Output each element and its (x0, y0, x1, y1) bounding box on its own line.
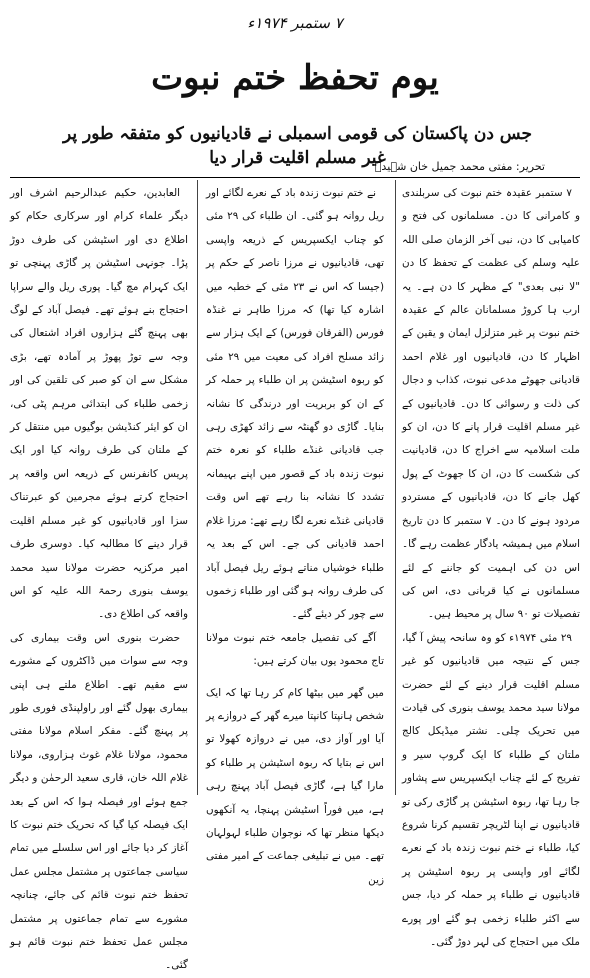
column-1-paragraph-2: ۲۹ مئی ۱۹۷۴ء کو وہ سانحہ پیش آ گیا، جس کے نتیجہ میں قادیانیوں کو غیر مسلم اقلیت قرار دینے کے لئے حضرت مولانا سید محمد یوسف بنوری کی قیادت میں تحریک چلی۔ نشتر میڈیکل کالج ملتان کے طلباء کا ایک گروپ سیر و تفریح کے لئے چناب ایکسپریس سے پشاور جا رہا تھا، ربوہ اسٹیشن پر گاڑی رکی تو قادیانیوں نے اپنا لٹریچر تقسیم کرنا شروع کیا، طلباء نے ختم نبوت زندہ باد کے نعرے لگائے اور واپسی پر ربوہ اسٹیشن پر قادیانیوں نے طلباء پر حملہ کر دیا، جس سے اکثر طلباء زخمی ہو گئے اور پورے ملک میں احتجاج کی لہر دوڑ گئی۔ (402, 631, 580, 948)
header-divider (10, 177, 580, 178)
article-column-3 (10, 182, 188, 972)
article-subheadline: جس دن پاکستان کی قومی اسمبلی نے قادیانیوں کو متفقہ طور پر غیر مسلم اقلیت قرار دیا (63, 124, 532, 168)
article-column-2 (206, 182, 384, 886)
column-divider (395, 180, 396, 795)
column-1-paragraph-1: ۷ ستمبر عقیدہ ختم نبوت کی سربلندی و کامرانی کا دن۔ مسلمانوں کی فتح و کامیابی کا دن، نبی آخر الزمان صلی اللہ علیہ وسلم کی عظمت کے تحفظ کا دن "لا نبی بعدی" کے مظہر کا دن ہے۔ یہ ارب ہا کروڑ مسلمانان عالم کے عقیدہ ختم نبوت پر غیر متزلزل ایمان و یقین کے اظہار کا دن، قادیانیوں اور غلام احمد قادیانی جھوٹے مدعی نبوت، کذاب و دجال کی ذلت و رسوائی کا دن۔ قادیانیوں کے غیر مسلم اقلیت قرار پانے کا دن، ان کو ملت اسلامیہ سے اخراج کا دن، قادیانیت کی شکست کا دن، ان کا جھوٹ کے پول کھل جانے کا دن، قادیانیوں کے مستردو مردود ہونے کا دن۔ ۷ ستمبر کا دن تاریخ اسلام میں ہمیشہ یادگار عظمت رہے گا۔ اس دن کی اہمیت کو جاننے کے لئے مسلمانوں نے کیا قربانی دی، اس کی تفصیلات تو ۹۰ سال پر محیط ہیں۔ (402, 187, 580, 621)
column-2-quote: میں گھر میں بیٹھا کام کر رہا تھا کہ ایک شخص ہانپتا کانپتا میرے گھر کے دروازے پر آیا اور آواز دی، میں نے دروازہ کھولا تو اس نے بتایا کہ ربوہ اسٹیشن پر طلباء کو مارا گیا ہے، گاڑی فیصل آباد پہنچ رہی ہے، میں فوراً اسٹیشن پہنچا، یہ آنکھوں دیکھا منظر تھا کہ نوجوان طلباء لہولہان تھے۔ میں نے تبلیغی جماعت کے امیر مفتی زین (206, 686, 384, 886)
article-date: ۷ ستمبر ۱۹۷۴ء (247, 14, 343, 32)
article-byline: تحریر: مفتی محمد جمیل خان شہیدؒ (374, 160, 545, 173)
column-2-paragraph-2: آگے کی تفصیل جامعہ ختم نبوت مولانا تاج محمود یوں بیان کرتے ہیں: (206, 631, 384, 668)
column-divider (197, 180, 198, 795)
column-3-paragraph-2: حضرت بنوری اس وقت بیماری کی وجہ سے سوات میں ڈاکٹروں کے مشورے سے مقیم تھے۔ اطلاع ملتے ہی اپنی بیماری بھول گئے اور راولپنڈی فوری طور پر پہنچ گئے۔ مفکر اسلام مولانا مفتی محمود، مولانا غلام غوث ہزاروی، مولانا غلام اللہ خان، قاری سعید الرحمٰن و دیگر جمع ہوئے اور فیصلہ ہوا کہ اس کے بعد ایک فیصلہ کیا گیا کہ تحریک ختم نبوت کا آغاز کر دیا جائے اور اس سلسلے میں تمام سیاسی جماعتوں پر مشتمل مجلس عمل تحفظ ختم نبوت قائم کی جائے، چنانچہ مشورے سے تمام جماعتوں پر مشتمل مجلس عمل تحفظ ختم نبوت قائم ہو گئی۔ (10, 631, 188, 972)
column-3-paragraph-1: العابدین، حکیم عبدالرحیم اشرف اور دیگر علماء کرام اور سرکاری حکام کو اطلاع دی اور اسٹیشن کی طرف دوڑ پڑا۔ جونہی اسٹیشن پر گاڑی پہنچی تو ایک کہرام مچ گیا۔ پوری ریل والے سراپا احتجاج بنے ہوئے تھے۔ فیصل آباد کے لوگ بھی پہنچ گئے ہزاروں افراد اشتعال کی وجہ سے توڑ پھوڑ پر آمادہ تھے، بڑی مشکل سے ان کو صبر کی تلقین کی اور زخمی طلباء کی ابتدائی مرہم پٹی کی، ان کو ایئر کنڈیشن بوگیوں میں منتقل کر کے ملتان کی طرف روانہ کیا اور ایک پریس کانفرنس کے ذریعہ اس واقعہ پر احتجاج کرتے ہوئے مجرمین کو عبرتناک سزا اور قادیانیوں کو غیر مسلم اقلیت قرار دینے کا مطالبہ کیا۔ دوسری طرف امیر مرکزیہ حضرت مولانا سید محمد یوسف بنوری رحمۃ اللہ علیہ کو اس واقعہ کی اطلاع دی۔ (10, 187, 188, 621)
column-2-paragraph-1: نے ختم نبوت زندہ باد کے نعرے لگائے اور ریل روانہ ہو گئی۔ ان طلباء کی ۲۹ مئی کو چناب ایکسپریس کے ذریعہ واپسی تھی، قادیانیوں نے مرزا ناصر کے حکم پر (جیسا کہ اس نے ۲۳ مئی کے خطبہ میں اشارہ کیا تھا) کہ مرزا طاہر نے غنڈہ فورس (الفرقان فورس) کے ایک ہزار سے زائد مسلح افراد کی معیت میں ۲۹ مئی کو ربوہ اسٹیشن پر ان طلباء پر حملہ کر کے ان کو بربریت اور درندگی کا نشانہ بنایا۔ گاڑی دو گھنٹہ سے زائد کھڑی رہی جب قادیانی غنڈے طلباء کو نعرہ ختم نبوت زندہ باد کے قصور میں اپنے بہیمانہ تشدد کا نشانہ بنا رہے تھے اس وقت قادیانی غنڈے نعرے لگا رہے تھے: مرزا غلام احمد قادیانی کی جے۔ اس کے بعد یہ طلباء خوشیاں مناتے ہوئے ریل فیصل آباد کی طرف روانہ ہو گئی اور طلباء زخموں سے چور کر دیئے گئے۔ (206, 187, 384, 621)
article-headline: یوم تحفظ ختم نبوت (151, 58, 439, 98)
article-column-1 (402, 182, 580, 948)
